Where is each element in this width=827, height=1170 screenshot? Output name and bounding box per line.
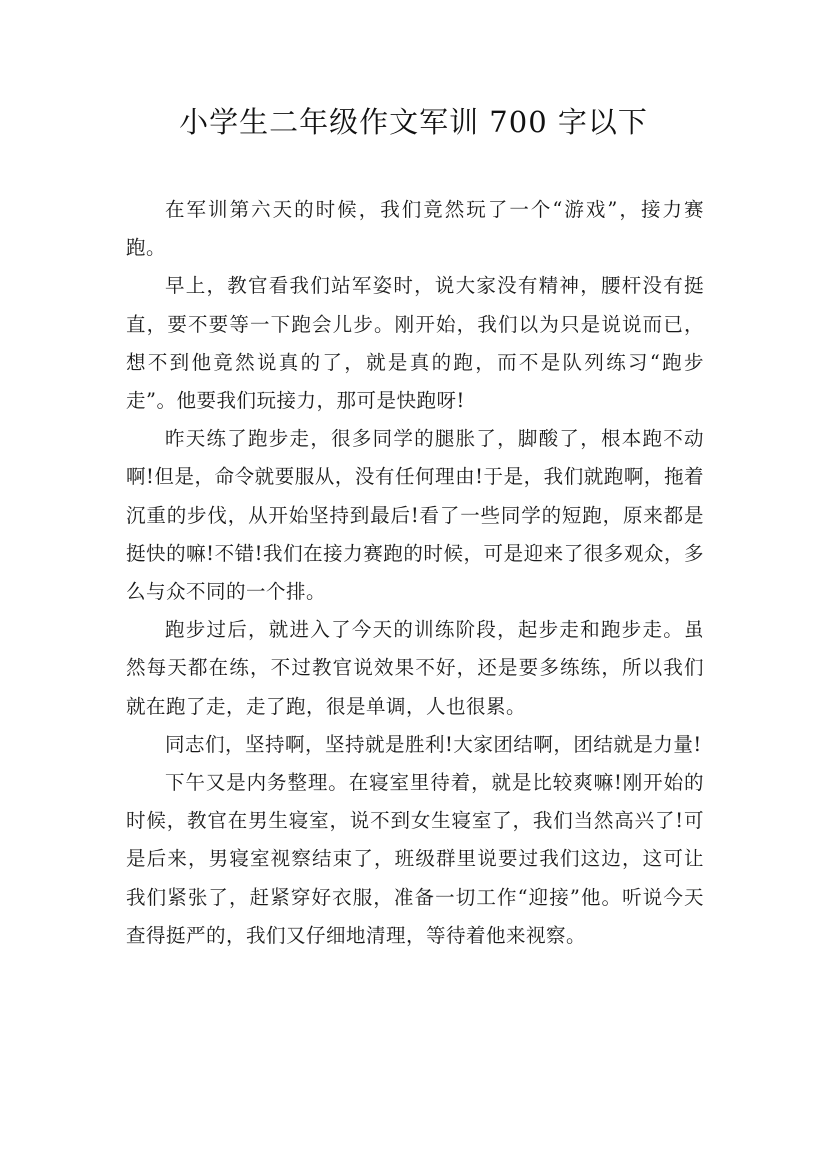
paragraph-5: 同志们，坚持啊，坚持就是胜利!大家团结啊，团结就是力量! bbox=[165, 732, 702, 756]
paragraph-2: 早上，教官看我们站军姿时，说大家没有精神，腰杆没有挺直，要不要等一下跑会儿步。刚开始，我们以为只是说说而已，想不到他竟然说真的了，就是真的跑，而不是队列练习“跑步走”。他要我们玩接力，那可是快跑呀! bbox=[126, 274, 704, 413]
paragraph-4: 跑步过后，就进入了今天的训练阶段，起步走和跑步走。虽然每天都在练，不过教官说效果不好，还是要多练练，所以我们就在跑了走，走了跑，很是单调，人也很累。 bbox=[126, 618, 704, 718]
paragraph-1: 在军训第六天的时候，我们竟然玩了一个“游戏”，接力赛跑。 bbox=[126, 198, 704, 260]
paragraph-6: 下午又是内务整理。在寝室里待着，就是比较爽嘛!刚开始的时候，教官在男生寝室，说不到女生寝室了，我们当然高兴了!可是后来，男寝室视察结束了，班级群里说要过我们这边，这可让我们紧张了，赶紧穿好衣服，准备一切工作“迎接”他。听说今天查得挺严的，我们又仔细地清理，等待着他来视察。 bbox=[126, 771, 704, 947]
paragraph-3: 昨天练了跑步走，很多同学的腿胀了，脚酸了，根本跑不动啊!但是，命令就要服从，没有任何理由!于是，我们就跑啊，拖着沉重的步伐，从开始坚持到最后!看了一些同学的短跑，原来都是挺快的嘛!不错!我们在接力赛跑的时候，可是迎来了很多观众，多么与众不同的一个排。 bbox=[126, 427, 704, 604]
document-body bbox=[126, 191, 704, 955]
document-title: 小学生二年级作文军训 700 字以下 bbox=[179, 105, 648, 139]
